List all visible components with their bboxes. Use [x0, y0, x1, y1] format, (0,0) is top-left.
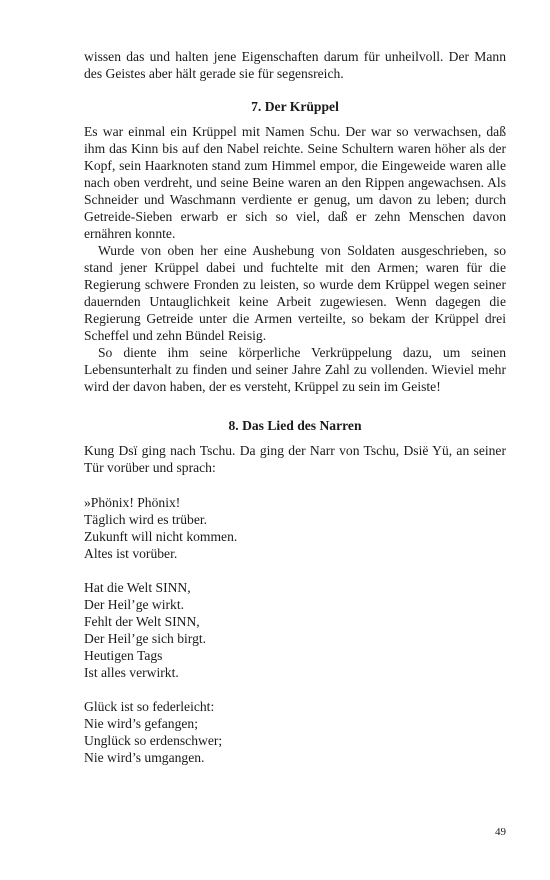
poem-line: Nie wird’s gefangen;: [84, 716, 198, 731]
poem-stanza-2: [84, 579, 506, 681]
page-number: 49: [495, 826, 506, 838]
poem-line: »Phönix! Phönix!: [84, 495, 181, 510]
poem-line: Unglück so erdenschwer;: [84, 733, 223, 748]
section7-paragraph-1: Es war einmal ein Krüppel mit Namen Schu. Der war so verwachsen, daß ihm das Kinn bis auf den Nabel reichte. Seine Schultern waren höher als der Kopf, sein Haarknoten stand zum Himmel empor, die Eingeweide waren alle nach oben verdreht, und seine Beine waren an den Rippen angewachsen. Als Schneider und Waschmann verdiente er genug, um davon zu leben; durch Getreide-Sieben erwarb er sich so viel, daß er zehn Menschen davon ernähren konnte.: [84, 124, 506, 241]
poem-line: Altes ist vorüber.: [84, 546, 178, 561]
poem: [84, 494, 506, 766]
poem-line: Nie wird’s umgangen.: [84, 750, 205, 765]
poem-line: Hat die Welt SINN,: [84, 580, 191, 595]
poem-line: Täglich wird es trüber.: [84, 512, 208, 527]
section7-paragraph-2: Wurde von oben her eine Aushebung von Soldaten ausgeschrieben, so stand jener Krüppel dabei und fuchtelte mit den Armen; waren für die Regierung schwere Fronden zu leisten, so wurde dem Krüppel wegen seiner dauernden Untauglichkeit keine Arbeit zugewiesen. Wenn dagegen die Regierung Getreide unter die Armen verteilte, so bekam der Krüppel drei Scheffel und zehn Bündel Reisig.: [84, 243, 506, 343]
poem-stanza-3: [84, 698, 506, 766]
poem-line: Ist alles verwirkt.: [84, 665, 179, 680]
poem-line: Fehlt der Welt SINN,: [84, 614, 200, 629]
section7-paragraph-3: So diente ihm seine körperliche Verkrüppelung dazu, um seinen Lebensunterhalt zu finden und seiner Jahre Zahl zu vollenden. Wieviel mehr wird der davon haben, der es versteht, Krüppel zu sein im Geiste!: [84, 345, 506, 394]
poem-line: Der Heil’ge sich birgt.: [84, 631, 207, 646]
poem-stanza-1: [84, 494, 506, 562]
section-heading-7: 7. Der Krüppel: [251, 99, 339, 114]
intro-paragraph: wissen das und halten jene Eigenschaften darum für unheilvoll. Der Mann des Geistes aber hält gerade sie für segensreich.: [84, 49, 506, 81]
poem-line: Der Heil’ge wirkt.: [84, 597, 185, 612]
poem-line: Glück ist so federleicht:: [84, 699, 215, 714]
poem-line: Zukunft will nicht kommen.: [84, 529, 238, 544]
section-heading-8: 8. Das Lied des Narren: [228, 418, 362, 433]
section8-intro-paragraph: Kung Dsï ging nach Tschu. Da ging der Narr von Tschu, Dsië Yü, an seiner Tür vorüber und sprach:: [84, 443, 506, 475]
poem-line: Heutigen Tags: [84, 648, 163, 663]
page-body: [84, 48, 506, 783]
